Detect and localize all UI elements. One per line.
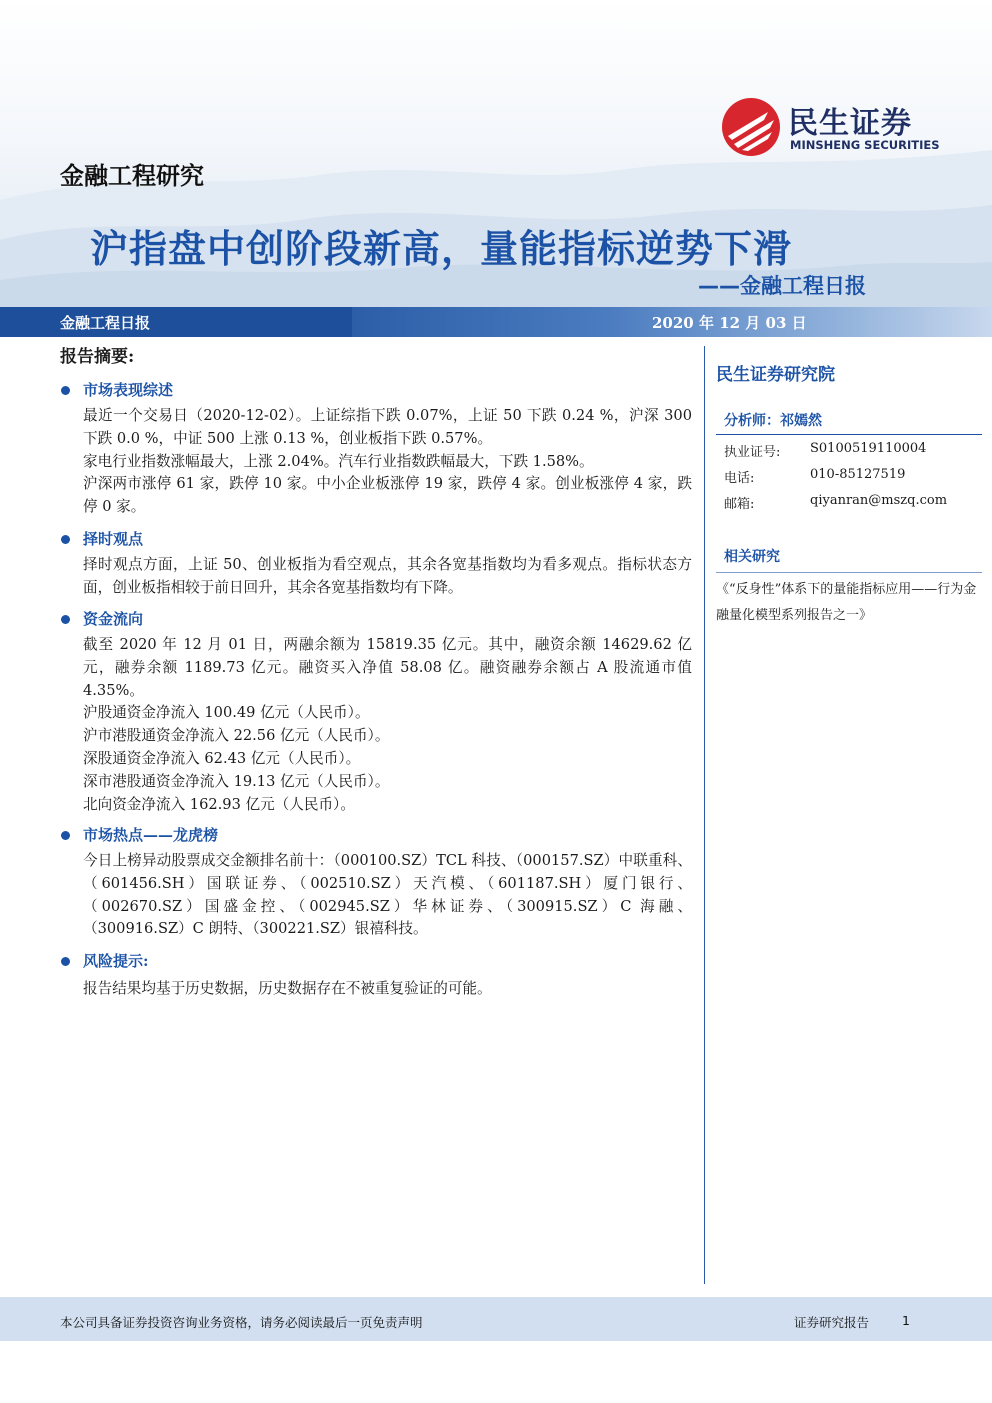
report-series-label: 金融工程日报 bbox=[60, 314, 151, 332]
bullet-icon bbox=[61, 535, 70, 544]
bullet-icon bbox=[61, 386, 70, 395]
section-timing-view bbox=[60, 528, 692, 600]
section-title: 市场热点——龙虎榜 bbox=[83, 826, 219, 844]
section-paragraph: 北向资金净流入 162.93 亿元（人民币）。 bbox=[83, 795, 355, 813]
related-item-link[interactable]: 《“反身性”体系下的量能指标应用——行为金融量化模型系列报告之一》 bbox=[716, 582, 977, 623]
institute-name: 民生证券研究院 bbox=[716, 365, 835, 385]
analyst-label: 分析师：祁嫣然 bbox=[716, 410, 982, 435]
section-market-overview bbox=[60, 379, 692, 519]
section-dragon-tiger-list bbox=[60, 824, 692, 941]
section-paragraph: 家电行业指数涨幅最大，上涨 2.04%。汽车行业指数跌幅最大，下跌 1.58%。 bbox=[83, 452, 594, 470]
section-risk-warning bbox=[60, 950, 692, 1001]
info-row bbox=[716, 435, 982, 461]
related-research bbox=[716, 546, 982, 629]
section-paragraph: 报告结果均基于历史数据，历史数据存在不被重复验证的可能。 bbox=[83, 980, 492, 997]
bullet-icon bbox=[61, 831, 70, 840]
section-fund-flow bbox=[60, 608, 692, 816]
brand-name-en: MINSHENG SECURITIES bbox=[790, 138, 940, 152]
section-paragraph: 沪市港股通资金净流入 22.56 亿元（人民币）。 bbox=[83, 727, 390, 745]
section-paragraph: 深市港股通资金净流入 19.13 亿元（人民币）。 bbox=[83, 772, 390, 790]
license-number: S0100519110004 bbox=[810, 441, 927, 456]
report-category: 金融工程研究 bbox=[60, 162, 204, 190]
section-title: 风险提示: bbox=[83, 952, 149, 970]
analyst-box bbox=[716, 410, 982, 513]
page-number: 1 bbox=[902, 1313, 910, 1328]
info-row bbox=[716, 461, 982, 487]
section-paragraph: 今日上榜异动股票成交金额排名前十：（000100.SZ）TCL 科技、（000157.SZ）中联重科、（601456.SH）国联证券、（002510.SZ）天汽模、（601187.SH）厦门银行、（002670.SZ）国盛金控、（002945.SZ）华林证券、（300915.SZ）C 海融、（300916.SZ）C 朗特、（300221.SZ）银禧科技。 bbox=[83, 852, 692, 938]
report-title: 沪指盘中创阶段新高，量能指标逆势下滑 bbox=[90, 227, 793, 271]
related-label: 相关研究 bbox=[716, 546, 982, 573]
report-date: 2020 年 12 月 03 日 bbox=[652, 314, 807, 332]
abstract-title: 报告摘要: bbox=[60, 347, 135, 367]
phone-number: 010-85127519 bbox=[810, 467, 906, 482]
section-paragraph: 沪股通资金净流入 100.49 亿元（人民币）。 bbox=[83, 704, 370, 722]
section-paragraph: 沪深两市涨停 61 家，跌停 10 家。中小企业板涨停 19 家，跌停 4 家。创业板涨停 4 家，跌停 0 家。 bbox=[83, 475, 692, 516]
footer bbox=[0, 1297, 992, 1341]
section-title: 市场表现综述 bbox=[83, 381, 174, 399]
title-bar bbox=[0, 307, 992, 337]
footer-report-type: 证券研究报告 bbox=[794, 1315, 870, 1330]
info-key: 电话: bbox=[724, 471, 755, 486]
brand-logo bbox=[720, 96, 960, 160]
section-title: 资金流向 bbox=[83, 610, 144, 628]
section-title: 择时观点 bbox=[83, 530, 144, 548]
footer-disclaimer: 本公司具备证券投资咨询业务资格，请务必阅读最后一页免责声明 bbox=[60, 1315, 423, 1330]
info-key: 执业证号: bbox=[724, 445, 781, 460]
brand-name: 民生证券 bbox=[788, 106, 912, 141]
report-subtitle: ——金融工程日报 bbox=[698, 274, 866, 298]
email-link[interactable]: qiyanran@mszq.com bbox=[810, 493, 948, 508]
logo-mark-icon bbox=[720, 96, 782, 158]
section-paragraph: 择时观点方面，上证 50、创业板指为看空观点，其余各宽基指数均为看多观点。指标状态方面，创业板指相较于前日回升，其余各宽基指数均有下降。 bbox=[83, 556, 692, 596]
bullet-icon bbox=[61, 957, 70, 966]
info-key: 邮箱: bbox=[724, 497, 755, 512]
column-divider bbox=[704, 346, 705, 1284]
section-paragraph: 最近一个交易日（2020-12-02）。上证综指下跌 0.07%，上证 50 下跌 0.24 %，沪深 300 下跌 0.0 %，中证 500 上涨 0.13 %，创业板指下跌 0.57%。 bbox=[83, 407, 692, 447]
section-paragraph: 截至 2020 年 12 月 01 日，两融余额为 15819.35 亿元。其中，融资余额 14629.62 亿元，融券余额 1189.73 亿元。融资买入净值 58.08 亿。融资融券余额占 A 股流通市值 4.35%。 bbox=[83, 636, 692, 699]
bullet-icon bbox=[61, 615, 70, 624]
section-paragraph: 深股通资金净流入 62.43 亿元（人民币）。 bbox=[83, 749, 361, 767]
info-row bbox=[716, 487, 982, 513]
